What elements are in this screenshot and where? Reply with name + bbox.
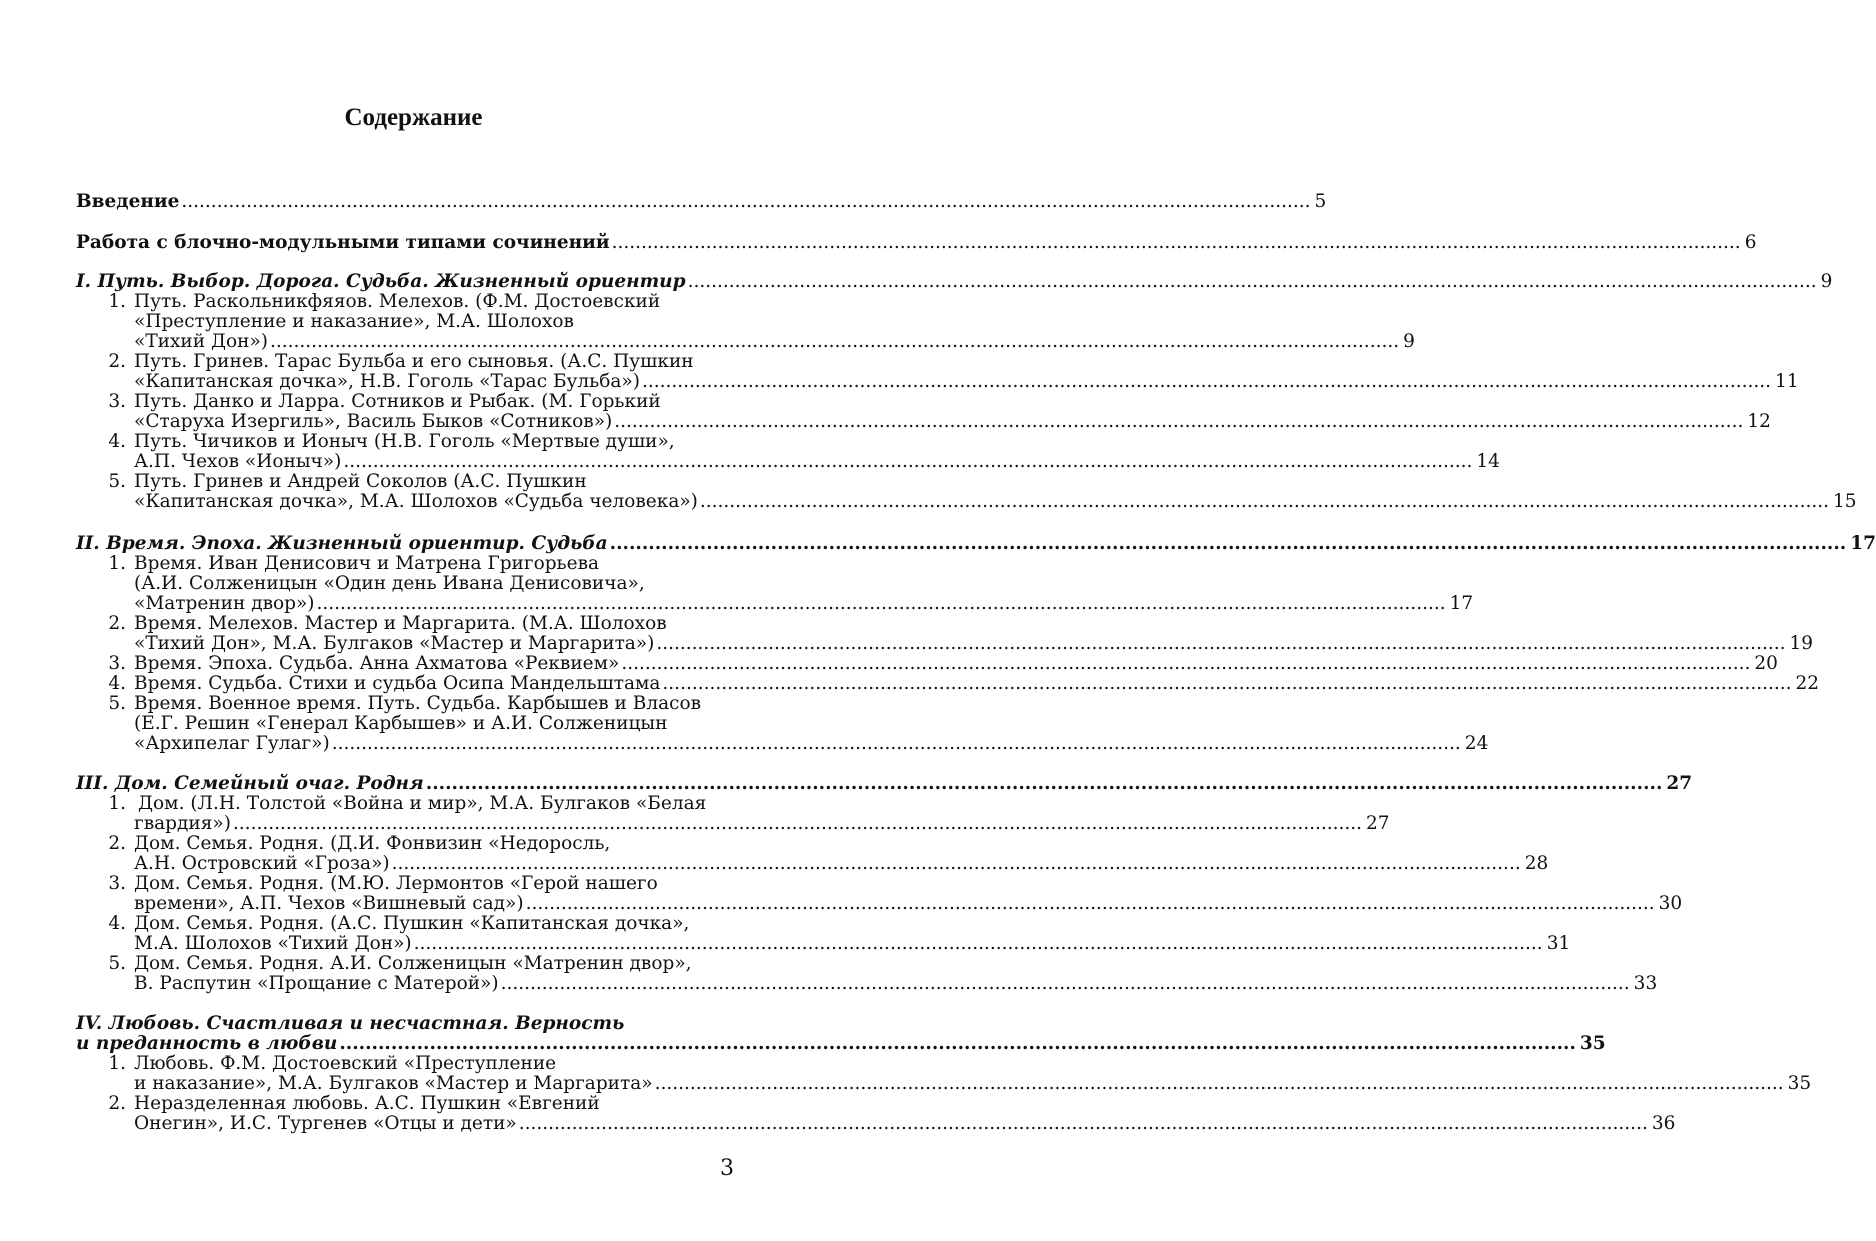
item-text: Путь. Гринев. Тарас Бульба и его сыновья. (А.С. Пушкин (134, 351, 694, 372)
item-text: «Капитанская дочка», М.А. Шолохов «Судьба человека») (134, 491, 698, 512)
toc-entry-title: Работа с блочно-модульными типами сочинений (76, 232, 610, 253)
item-text: (Е.Г. Решин «Генерал Карбышев» и А.И. Солженицын (134, 713, 668, 734)
item-text: Путь. Данко и Ларра. Сотников и Рыбак. (М. Горький (134, 391, 661, 412)
leader-dots (656, 633, 1785, 655)
item-text: и наказание», М.А. Булгаков «Мастер и Маргарита» (134, 1073, 653, 1094)
item-text: В. Распутин «Прощание с Матерой») (134, 973, 499, 994)
toc-item[interactable] (134, 593, 1474, 615)
item-text: Дом. Семья. Родня. (Д.И. Фонвизин «Недоросль, (134, 833, 611, 854)
toc-item[interactable] (134, 491, 1857, 513)
leader-dots (519, 1113, 1648, 1135)
item-number: 1. (108, 1053, 126, 1074)
toc-item[interactable] (134, 813, 1390, 835)
item-number: 3. (108, 873, 126, 894)
toc-page-number: 30 (1658, 893, 1683, 914)
toc-page-number: 12 (1747, 411, 1771, 432)
toc-page-number: 17 (1850, 533, 1876, 554)
toc-section-title: и преданность в любви (76, 1033, 338, 1054)
page-number: 3 (720, 1156, 734, 1181)
toc-page-number: 22 (1795, 673, 1820, 694)
item-text: Время. Мелехов. Мастер и Маргарита. (М.А. Шолохов (134, 613, 667, 634)
leader-dots (700, 491, 1829, 513)
toc-section-title: I. Путь. Выбор. Дорога. Судьба. Жизненный ориентир (76, 271, 686, 292)
item-text: М.А. Шолохов «Тихий Дон») (134, 933, 412, 954)
item-text: «Тихий Дон») (134, 331, 269, 352)
item-text: Время. Иван Денисович и Матрена Григорьева (134, 553, 600, 574)
item-text: А.Н. Островский «Гроза») (134, 853, 390, 874)
toc-section-3[interactable] (76, 773, 1693, 795)
toc-page-number: 31 (1546, 933, 1571, 954)
page-title: Содержание (344, 104, 483, 131)
item-number: 1. (108, 793, 126, 814)
item-text: Онегин», И.С. Тургенев «Отцы и дети» (134, 1113, 517, 1134)
toc-entry-title: Введение (76, 191, 180, 212)
item-text: «Матренин двор») (134, 593, 315, 614)
item-number: 4. (108, 431, 126, 452)
toc-item[interactable] (134, 853, 1549, 875)
leader-dots (655, 1073, 1784, 1095)
toc-section-title: IV. Любовь. Счастливая и несчастная. Верность (76, 1013, 625, 1034)
toc-page-number: 24 (1464, 733, 1489, 754)
toc-item[interactable] (134, 633, 1814, 655)
item-text: «Архипелаг Гулаг») (134, 733, 330, 754)
item-text: Дом. Семья. Родня. А.И. Солженицын «Матренин двор», (134, 953, 692, 974)
item-number: 1. (108, 553, 126, 574)
leader-dots (662, 673, 1791, 695)
toc-page-number: 9 (1820, 271, 1833, 292)
item-text: Дом. (Л.Н. Толстой «Война и мир», М.А. Булгаков «Белая (138, 793, 707, 814)
leader-dots (233, 813, 1362, 835)
toc-entry-intro[interactable] (76, 191, 1327, 213)
toc-page-number: 15 (1832, 491, 1857, 512)
item-number: 4. (108, 673, 126, 694)
item-text: Любовь. Ф.М. Достоевский «Преступление (134, 1053, 557, 1074)
item-number: 5. (108, 953, 126, 974)
item-text: Дом. Семья. Родня. (М.Ю. Лермонтов «Герой нашего (134, 873, 658, 894)
item-text: Путь. Гринев и Андрей Соколов (А.С. Пушкин (134, 471, 587, 492)
toc-page-number: 35 (1579, 1033, 1606, 1054)
toc-section-1[interactable] (76, 271, 1833, 293)
item-number: 5. (108, 471, 126, 492)
leader-dots (317, 593, 1446, 615)
toc-item[interactable] (134, 1073, 1812, 1095)
leader-dots (612, 232, 1741, 254)
toc-page-number: 28 (1524, 853, 1549, 874)
item-text: Время. Эпоха. Судьба. Анна Ахматова «Реквием» (134, 653, 620, 674)
toc-item[interactable] (134, 653, 1778, 675)
leader-dots (501, 973, 1630, 995)
leader-dots (688, 271, 1817, 293)
item-text: А.П. Чехов «Ионыч») (134, 451, 342, 472)
item-text: Путь. Раскольникфяяов. Мелехов. (Ф.М. Достоевский (134, 291, 661, 312)
item-number: 2. (108, 1093, 126, 1114)
item-number: 5. (108, 693, 126, 714)
item-text: «Преступление и наказание», М.А. Шолохов (134, 311, 574, 332)
toc-page-number: 35 (1787, 1073, 1812, 1094)
leader-dots (181, 191, 1310, 213)
toc-section-title: III. Дом. Семейный очаг. Родня (76, 773, 424, 794)
leader-dots (610, 533, 1847, 555)
toc-page-number: 36 (1651, 1113, 1676, 1134)
item-text: Путь. Чичиков и Ионыч (Н.В. Гоголь «Мертвые души», (134, 431, 675, 452)
toc-page-number: 5 (1314, 191, 1327, 212)
toc-page-number: 6 (1744, 232, 1757, 253)
toc-page-number: 17 (1449, 593, 1474, 614)
toc-page-number: 20 (1754, 653, 1778, 674)
item-number: 2. (108, 613, 126, 634)
toc-page-number: 27 (1366, 813, 1390, 834)
toc-section-4[interactable] (76, 1033, 1606, 1055)
item-number: 4. (108, 913, 126, 934)
toc-page-number: 11 (1775, 371, 1799, 392)
leader-dots (270, 331, 1399, 353)
item-number: 1. (108, 291, 126, 312)
toc-page-number: 9 (1403, 331, 1415, 352)
item-number: 2. (108, 351, 126, 372)
leader-dots (614, 411, 1743, 433)
toc-item[interactable] (134, 673, 1820, 695)
toc-page-number: 19 (1789, 633, 1814, 654)
item-text: времени», А.П. Чехов «Вишневый сад») (134, 893, 524, 914)
toc-page-number: 33 (1633, 973, 1658, 994)
item-text: гвардия») (134, 813, 231, 834)
leader-dots (392, 853, 1521, 875)
item-text: «Старуха Изергиль», Василь Быков «Сотников») (134, 411, 613, 432)
leader-dots (621, 653, 1750, 675)
item-number: 3. (108, 391, 126, 412)
item-text: Дом. Семья. Родня. (А.С. Пушкин «Капитанская дочка», (134, 913, 690, 934)
leader-dots (332, 733, 1461, 755)
leader-dots (642, 371, 1771, 393)
item-text: «Тихий Дон», М.А. Булгаков «Мастер и Маргарита») (134, 633, 655, 654)
toc-item[interactable] (134, 451, 1500, 473)
leader-dots (339, 1033, 1576, 1055)
item-number: 2. (108, 833, 126, 854)
item-text: Неразделенная любовь. А.С. Пушкин «Евгений (134, 1093, 600, 1114)
item-text: (А.И. Солженицын «Один день Ивана Денисовича», (134, 573, 645, 594)
toc-item[interactable] (134, 411, 1771, 433)
item-text: Время. Военное время. Путь. Судьба. Карбышев и Власов (134, 693, 702, 714)
toc-item[interactable] (134, 1113, 1676, 1135)
toc-item[interactable] (134, 973, 1658, 995)
toc-section-2[interactable] (76, 533, 1876, 555)
toc-section-title: II. Время. Эпоха. Жизненный ориентир. Судьба (76, 533, 608, 554)
toc-item[interactable] (134, 893, 1683, 915)
toc-item[interactable] (134, 371, 1799, 393)
item-number: 3. (108, 653, 126, 674)
item-text: «Капитанская дочка», Н.В. Гоголь «Тарас Бульба») (134, 371, 640, 392)
toc-entry-block[interactable] (76, 232, 1757, 254)
leader-dots (526, 893, 1655, 915)
item-text: Время. Судьба. Стихи и судьба Осипа Мандельштама (134, 673, 661, 694)
leader-dots (414, 933, 1543, 955)
toc-page-number: 27 (1666, 773, 1693, 794)
leader-dots (426, 773, 1663, 795)
toc-item[interactable] (134, 933, 1571, 955)
toc-item[interactable] (134, 733, 1489, 755)
toc-page-number: 14 (1476, 451, 1500, 472)
leader-dots (343, 451, 1472, 473)
toc-item[interactable] (134, 331, 1415, 353)
